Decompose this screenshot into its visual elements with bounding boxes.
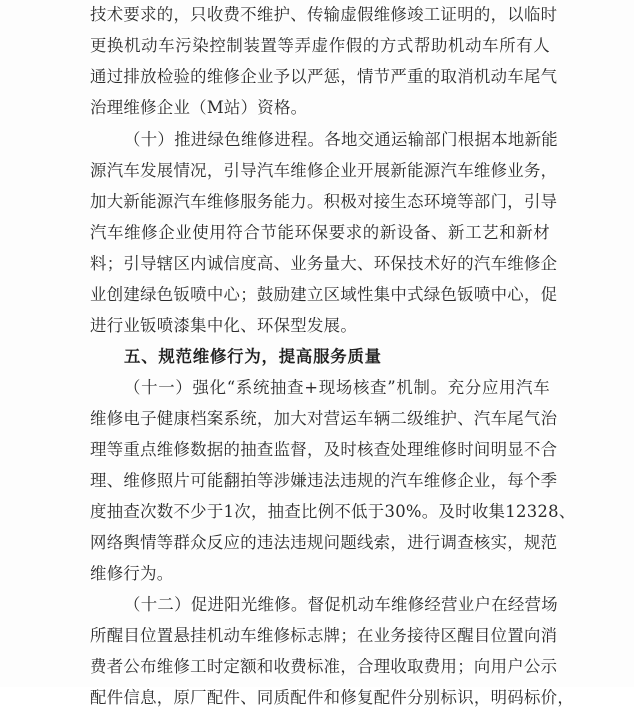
text-line: 进行业钣喷漆集中化、环保型发展。 (90, 316, 358, 335)
text-line: 所醒目位置悬挂机动车维修标志牌；在业务接待区醒目位置向消 (90, 626, 558, 645)
text-line: （十二）促进阳光维修。督促机动车维修经营业户在经营场 (124, 595, 558, 614)
text-line: 技术要求的，只收费不维护、传输虚假维修竣工证明的，以临时 (90, 5, 558, 24)
text-line: （十）推进绿色维修进程。各地交通运输部门根据本地新能 (124, 130, 558, 149)
text-line: 料；引导辖区内诚信度高、业务量大、环保技术好的汽车维修企 (90, 254, 558, 273)
text-line: 理、维修照片可能翻拍等涉嫌违法违规的汽车维修企业，每个季 (90, 471, 558, 490)
text-line: 源汽车发展情况，引导汽车维修企业开展新能源汽车维修业务， (90, 161, 558, 180)
text-line: 业创建绿色钣喷中心；鼓励建立区域性集中式绿色钣喷中心，促 (90, 285, 558, 304)
text-line: 网络舆情等群众反应的违法违规问题线索，进行调查核实，规范 (90, 533, 558, 552)
section-heading: 五、规范维修行为，提高服务质量 (124, 347, 382, 366)
text-line: 汽车维修企业使用符合节能环保要求的新设备、新工艺和新材 (90, 223, 550, 242)
text-line: 加大新能源汽车维修服务能力。积极对接生态环境等部门，引导 (90, 192, 558, 211)
text-line: （十一）强化“系统抽查+现场核查”机制。充分应用汽车 (124, 378, 550, 397)
text-line: 费者公布维修工时定额和收费标准，合理收取费用；向用户公示 (90, 657, 558, 676)
text-line: 配件信息，原厂配件、同质配件和修复配件分别标识，明码标价， (90, 688, 575, 707)
text-line: 更换机动车污染控制装置等弄虚作假的方式帮助机动车所有人 (90, 36, 550, 55)
text-line: 度抽查次数不少于1次，抽查比例不低于30%。及时收集12328、 (90, 502, 576, 521)
text-line: 维修电子健康档案系统，加大对营运车辆二级维护、汽车尾气治 (90, 409, 558, 428)
text-line: 通过排放检验的维修企业予以严惩，情节严重的取消机动车尾气 (90, 67, 558, 86)
text-line: 维修行为。 (90, 564, 174, 583)
text-line: 治理维修企业（M站）资格。 (90, 98, 308, 117)
text-line: 理等重点维修数据的抽查监督，及时核查处理维修时间明显不合 (90, 440, 558, 459)
